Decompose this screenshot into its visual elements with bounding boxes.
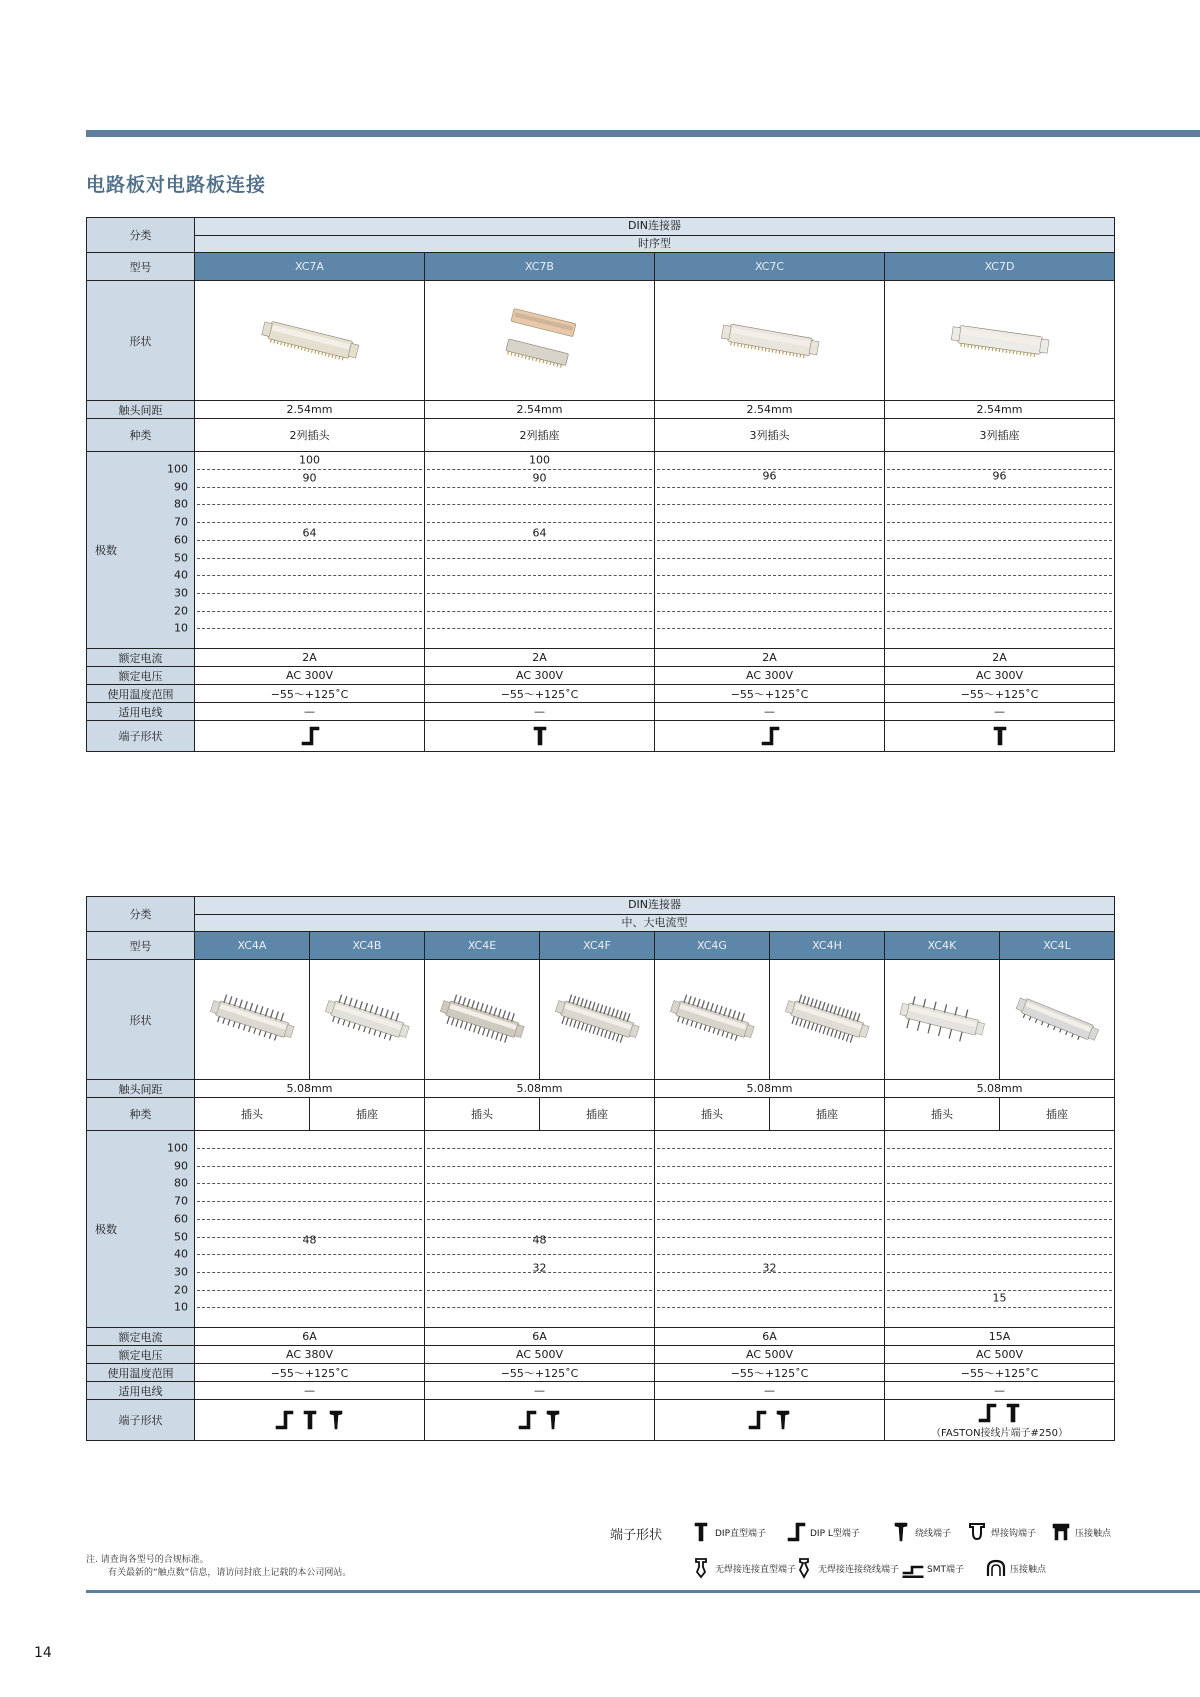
grid-line (657, 1290, 882, 1291)
connector-photo (1009, 982, 1105, 1058)
legend-label: 无焊接连接绕线端子 (818, 1564, 900, 1575)
wire-value: — (195, 703, 425, 721)
model-name: XC7B (425, 253, 655, 281)
grid-line (197, 1307, 422, 1308)
terminal-cell (655, 721, 885, 752)
type-value: 插头 (195, 1098, 310, 1131)
temp-value: −55～+125˚C (195, 1364, 425, 1382)
grid-line (427, 1183, 652, 1184)
legend-title: 端子形状 (610, 1528, 663, 1543)
temp-value: −55～+125˚C (655, 1364, 885, 1382)
grid-line (427, 1254, 652, 1255)
page-title: 电路板对电路板连接 (86, 174, 267, 196)
grid-line (197, 504, 422, 505)
pole-tick-label: 100 (167, 1141, 188, 1155)
terminal-label: 端子形状 (87, 1400, 195, 1441)
grid-line (197, 522, 422, 523)
grid-line (887, 487, 1112, 488)
terminal-cell (425, 721, 655, 752)
legend-label: 绕线端子 (915, 1528, 952, 1539)
voltage-value: AC 300V (425, 667, 655, 685)
grid-line (887, 522, 1112, 523)
grid-line (427, 1307, 652, 1308)
legend-item (690, 1521, 766, 1543)
type-label: 种类 (87, 1098, 195, 1131)
grid-line (197, 1148, 422, 1149)
grid-line (427, 575, 652, 576)
grid-line (427, 1148, 652, 1149)
wire-label: 适用电线 (87, 1382, 195, 1400)
grid-line (197, 593, 422, 594)
terminal-cell (885, 721, 1115, 752)
connector-photo (549, 982, 645, 1058)
legend-item (793, 1557, 899, 1579)
grid-line (197, 1166, 422, 1167)
footnote-line: 注. 请查询各型号的合规标准。 (86, 1555, 209, 1565)
pitch-value: 5.08mm (195, 1080, 425, 1098)
pole-tick-label: 10 (174, 1300, 188, 1314)
legend-item (985, 1557, 1046, 1579)
grid-line (657, 1166, 882, 1167)
pitch-label: 触头间距 (87, 1080, 195, 1098)
connector-photo (434, 982, 530, 1058)
product-image (195, 960, 310, 1080)
type-value: 3列插头 (655, 419, 885, 452)
pole-count: 48 (302, 1233, 317, 1247)
pole-count: 32 (532, 1261, 547, 1275)
connector-photo (945, 301, 1055, 381)
temp-value: −55～+125˚C (425, 685, 655, 703)
grid-line (427, 469, 652, 470)
pitch-value: 2.54mm (425, 401, 655, 419)
grid-line (657, 593, 882, 594)
grid-line (657, 1254, 882, 1255)
terminal-cell (195, 721, 425, 752)
type-value: 插座 (310, 1098, 425, 1131)
grid-line (427, 593, 652, 594)
pole-count: 96 (992, 469, 1007, 483)
pole-tick-label: 100 (167, 462, 188, 476)
xc7-spec-table (86, 217, 1115, 752)
voltage-value: AC 300V (655, 667, 885, 685)
pole-tick-label: 20 (174, 1283, 188, 1297)
model-name: XC4K (885, 932, 1000, 960)
pitch-value: 5.08mm (425, 1080, 655, 1098)
wire-label: 适用电线 (87, 703, 195, 721)
pole-tick-label: 20 (174, 604, 188, 618)
pitch-value: 2.54mm (195, 401, 425, 419)
product-image (195, 281, 425, 401)
type-value: 3列插座 (885, 419, 1115, 452)
model-name: XC4E (425, 932, 540, 960)
legend-label: DIP直型端子 (715, 1528, 767, 1539)
grid-line (657, 1219, 882, 1220)
grid-line (657, 522, 882, 523)
pole-count: 90 (302, 471, 317, 485)
model-name: XC4A (195, 932, 310, 960)
product-image (310, 960, 425, 1080)
wire-wrap-icon (325, 1409, 347, 1431)
current-value: 2A (425, 649, 655, 667)
wire-value: — (195, 1382, 425, 1400)
wire-value: — (655, 1382, 885, 1400)
grid-line (427, 1201, 652, 1202)
poles-cell (195, 1131, 425, 1328)
grid-line (657, 558, 882, 559)
product-image (425, 960, 540, 1080)
poles-axis (87, 452, 194, 648)
current-value: 6A (655, 1328, 885, 1346)
connector-photo (204, 982, 300, 1058)
product-image (885, 960, 1000, 1080)
grid-line (657, 575, 882, 576)
category-label: 分类 (87, 897, 195, 932)
grid-line (887, 1254, 1112, 1255)
connector-photo (779, 982, 875, 1058)
grid-line (887, 1148, 1112, 1149)
grid-line (197, 611, 422, 612)
connector-photo (715, 301, 825, 381)
xc4-spec-table (86, 896, 1115, 1441)
grid-line (887, 628, 1112, 629)
pole-count: 64 (532, 526, 547, 540)
voltage-label: 额定电压 (87, 667, 195, 685)
type-value: 插座 (1000, 1098, 1115, 1131)
pole-count: 100 (529, 453, 550, 467)
grid-line (657, 504, 882, 505)
poles-axis (87, 1131, 194, 1327)
subcategory-value: 时序型 (195, 235, 1115, 253)
dip-straight-icon (989, 725, 1011, 747)
pole-tick-label: 40 (174, 1247, 188, 1261)
current-value: 6A (195, 1328, 425, 1346)
connector-photo (485, 301, 595, 381)
terminal-cell (655, 1400, 885, 1441)
model-label: 型号 (87, 253, 195, 281)
terminal-cell (195, 1400, 425, 1441)
pole-count: 64 (302, 526, 317, 540)
poles-cell (655, 452, 885, 649)
model-name: XC7D (885, 253, 1115, 281)
poles-cell (885, 452, 1115, 649)
product-image (885, 281, 1115, 401)
grid-line (657, 1183, 882, 1184)
grid-line (657, 1201, 882, 1202)
pole-count: 15 (992, 1291, 1007, 1305)
pitch-value: 5.08mm (885, 1080, 1115, 1098)
grid-line (197, 628, 422, 629)
wire-value: — (885, 703, 1115, 721)
subcategory-value: 中、大电流型 (195, 914, 1115, 932)
voltage-value: AC 500V (655, 1346, 885, 1364)
connector-photo (894, 982, 990, 1058)
temp-label: 使用温度范围 (87, 685, 195, 703)
pole-count: 96 (762, 469, 777, 483)
solderless-straight-icon (690, 1557, 712, 1579)
voltage-value: AC 500V (885, 1346, 1115, 1364)
grid-line (887, 1237, 1112, 1238)
pole-tick-label: 60 (174, 533, 188, 547)
grid-line (887, 1272, 1112, 1273)
grid-line (657, 487, 882, 488)
pole-tick-label: 90 (174, 1159, 188, 1173)
grid-line (197, 487, 422, 488)
category-value: DIN连接器 (195, 897, 1115, 915)
model-label: 型号 (87, 932, 195, 960)
grid-line (197, 1183, 422, 1184)
pole-tick-label: 50 (174, 551, 188, 564)
type-value: 插头 (655, 1098, 770, 1131)
pole-tick-label: 60 (174, 1212, 188, 1226)
pole-tick-label: 30 (174, 1265, 188, 1279)
grid-line (887, 1166, 1112, 1167)
dip-straight-icon (1002, 1402, 1024, 1424)
connector-photo (664, 982, 760, 1058)
dip-l-icon (299, 725, 321, 747)
product-image (770, 960, 885, 1080)
legend-label: 压接触点 (1010, 1564, 1047, 1575)
current-value: 15A (885, 1328, 1115, 1346)
grid-line (887, 1201, 1112, 1202)
type-value: 插座 (540, 1098, 655, 1131)
category-value: DIN连接器 (195, 218, 1115, 236)
grid-line (657, 611, 882, 612)
grid-line (427, 611, 652, 612)
product-image (655, 281, 885, 401)
poles-cell (655, 1131, 885, 1328)
grid-line (887, 1307, 1112, 1308)
wire-value: — (885, 1382, 1115, 1400)
grid-line (197, 469, 422, 470)
poles-label: 极数 (95, 544, 117, 557)
temp-label: 使用温度范围 (87, 1364, 195, 1382)
pole-tick-label: 90 (174, 480, 188, 494)
poles-cell (425, 452, 655, 649)
poles-label-cell (87, 452, 195, 649)
grid-line (427, 1219, 652, 1220)
product-image (655, 960, 770, 1080)
press-contact-icon (1050, 1521, 1072, 1543)
pole-count: 48 (532, 1233, 547, 1247)
grid-line (427, 487, 652, 488)
type-value: 2列插头 (195, 419, 425, 452)
category-label: 分类 (87, 218, 195, 253)
grid-line (657, 540, 882, 541)
grid-line (427, 504, 652, 505)
grid-line (197, 1219, 422, 1220)
poles-label-cell (87, 1131, 195, 1328)
temp-value: −55～+125˚C (655, 685, 885, 703)
grid-line (887, 575, 1112, 576)
grid-line (197, 575, 422, 576)
model-name: XC4G (655, 932, 770, 960)
shape-label: 形状 (87, 960, 195, 1080)
press-fit-icon (985, 1557, 1007, 1579)
grid-line (427, 540, 652, 541)
pole-count: 32 (762, 1261, 777, 1275)
dip-straight-icon (529, 725, 551, 747)
model-name: XC7A (195, 253, 425, 281)
solderless-wrap-icon (793, 1557, 815, 1579)
grid-line (197, 540, 422, 541)
grid-line (887, 1290, 1112, 1291)
current-label: 额定电流 (87, 1328, 195, 1346)
dip-straight-icon (690, 1521, 712, 1543)
dip-straight-icon (299, 1409, 321, 1431)
current-value: 2A (885, 649, 1115, 667)
model-name: XC4F (540, 932, 655, 960)
pole-tick-label: 10 (174, 621, 188, 635)
type-value: 2列插座 (425, 419, 655, 452)
legend-label: DIP L型端子 (810, 1528, 860, 1539)
connector-photo (255, 301, 365, 381)
wire-value: — (655, 703, 885, 721)
product-image (425, 281, 655, 401)
bottom-divider (86, 1590, 1200, 1593)
top-divider (86, 130, 1200, 137)
dip-l-icon (273, 1409, 295, 1431)
grid-line (887, 504, 1112, 505)
grid-line (427, 522, 652, 523)
dip-l-icon (976, 1402, 998, 1424)
pitch-label: 触头间距 (87, 401, 195, 419)
pole-tick-label: 40 (174, 568, 188, 582)
smt-icon (902, 1557, 924, 1579)
legend-item (785, 1521, 860, 1543)
grid-line (887, 593, 1112, 594)
wire-value: — (425, 703, 655, 721)
grid-line (197, 1254, 422, 1255)
temp-value: −55～+125˚C (425, 1364, 655, 1382)
model-name: XC4H (770, 932, 885, 960)
solder-cup-icon (966, 1521, 988, 1543)
voltage-value: AC 300V (195, 667, 425, 685)
product-image (540, 960, 655, 1080)
legend-item (966, 1521, 1036, 1543)
poles-cell (195, 452, 425, 649)
legend-label: 无焊接连接直型端子 (715, 1564, 797, 1575)
model-name: XC4B (310, 932, 425, 960)
grid-line (427, 1290, 652, 1291)
legend-label: 焊接钩端子 (991, 1528, 1037, 1539)
grid-line (887, 540, 1112, 541)
poles-cell (885, 1131, 1115, 1328)
legend-label: SMT端子 (927, 1564, 964, 1575)
grid-line (427, 1166, 652, 1167)
dip-l-icon (785, 1521, 807, 1543)
legend-label: 压接触点 (1075, 1528, 1112, 1539)
legend-item (902, 1557, 964, 1579)
type-value: 插头 (425, 1098, 540, 1131)
grid-line (887, 1183, 1112, 1184)
grid-line (657, 628, 882, 629)
current-value: 2A (655, 649, 885, 667)
voltage-value: AC 300V (885, 667, 1115, 685)
pole-tick-label: 70 (174, 515, 188, 529)
type-label: 种类 (87, 419, 195, 452)
grid-line (427, 628, 652, 629)
terminal-label: 端子形状 (87, 721, 195, 752)
pole-tick-label: 80 (174, 497, 188, 511)
dip-l-icon (516, 1409, 538, 1431)
grid-line (197, 1201, 422, 1202)
wire-wrap-icon (542, 1409, 564, 1431)
dip-l-icon (759, 725, 781, 747)
grid-line (887, 611, 1112, 612)
pitch-value: 2.54mm (655, 401, 885, 419)
wire-value: — (425, 1382, 655, 1400)
dip-l-icon (746, 1409, 768, 1431)
grid-line (197, 1290, 422, 1291)
poles-label: 极数 (95, 1223, 117, 1236)
terminal-cell (885, 1400, 1115, 1441)
grid-line (887, 558, 1112, 559)
grid-line (197, 1272, 422, 1273)
voltage-value: AC 380V (195, 1346, 425, 1364)
grid-line (657, 1237, 882, 1238)
current-label: 额定电流 (87, 649, 195, 667)
current-value: 6A (425, 1328, 655, 1346)
voltage-label: 额定电压 (87, 1346, 195, 1364)
model-name: XC4L (1000, 932, 1115, 960)
pitch-value: 2.54mm (885, 401, 1115, 419)
pole-tick-label: 50 (174, 1230, 188, 1243)
wire-wrap-icon (890, 1521, 912, 1543)
legend-item (890, 1521, 951, 1543)
grid-line (197, 558, 422, 559)
model-name: XC7C (655, 253, 885, 281)
temp-value: −55～+125˚C (195, 685, 425, 703)
shape-label: 形状 (87, 281, 195, 401)
pole-count: 100 (299, 453, 320, 467)
temp-value: −55～+125˚C (885, 1364, 1115, 1382)
current-value: 2A (195, 649, 425, 667)
pitch-value: 5.08mm (655, 1080, 885, 1098)
wire-wrap-icon (772, 1409, 794, 1431)
grid-line (427, 558, 652, 559)
grid-line (887, 1219, 1112, 1220)
pole-tick-label: 30 (174, 586, 188, 600)
voltage-value: AC 500V (425, 1346, 655, 1364)
temp-value: −55～+125˚C (885, 685, 1115, 703)
pole-tick-label: 80 (174, 1176, 188, 1190)
grid-line (657, 1148, 882, 1149)
type-value: 插头 (885, 1098, 1000, 1131)
poles-cell (425, 1131, 655, 1328)
footnote (86, 1554, 351, 1580)
type-value: 插座 (770, 1098, 885, 1131)
grid-line (657, 1307, 882, 1308)
page-number: 14 (34, 1645, 52, 1661)
legend-item (690, 1557, 796, 1579)
product-image (1000, 960, 1115, 1080)
pole-count: 90 (532, 471, 547, 485)
terminal-cell (425, 1400, 655, 1441)
connector-photo (319, 982, 415, 1058)
footnote-line: 有关最新的“触点数”信息，请访问封底上记载的本公司网站。 (108, 1568, 352, 1578)
pole-tick-label: 70 (174, 1194, 188, 1208)
terminal-note: （FASTON接线片端子#250） (931, 1427, 1069, 1439)
legend-item (1050, 1521, 1111, 1543)
